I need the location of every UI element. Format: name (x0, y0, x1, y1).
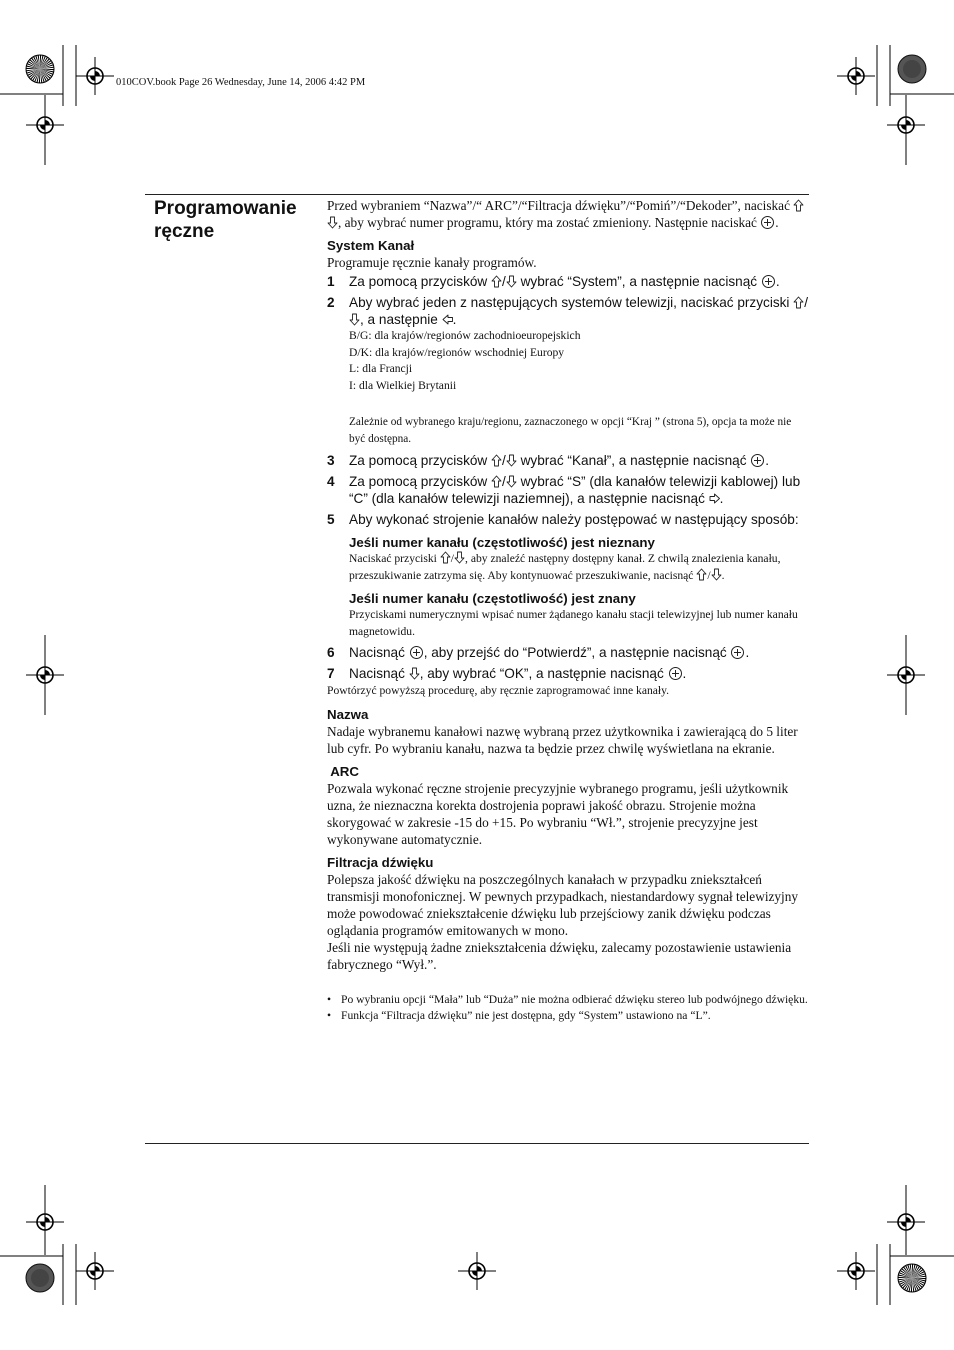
bullet: • (327, 992, 332, 1006)
tv-systems-list (327, 328, 809, 394)
step-text: Nacisnąć (349, 645, 409, 660)
step-number: 7 (327, 666, 335, 681)
registration-fill (40, 670, 50, 680)
down-arrow-icon (506, 275, 517, 288)
ok-button-icon (751, 454, 764, 467)
step-text: wybrać “System”, a następnie nacisnąć (516, 274, 761, 289)
note-text: Po wybraniu opcji “Mała” lub “Duża” nie można odbierać dźwięku stereo lub podwójnego dźwięku. (341, 992, 808, 1006)
unknown-text-2: , aby znaleźć następny dostępny kanał. Z chwilą znalezienia kanału, przeszukiwanie zatrzyma się. Aby kontynuować przeszukiwanie, nacisnąć (349, 552, 781, 582)
step-text: . (765, 453, 770, 468)
step-text: . (719, 491, 724, 506)
step-text: . (682, 666, 687, 681)
step-text: wybrać “Kanał”, a następnie nacisnąć (516, 453, 751, 468)
down-arrow-icon (349, 313, 360, 326)
filtracja-text-1: Polepsza jakość dźwięku na poszczególnych kanałach w przypadku zniekształceń transmisji monofonicznej. W pewnych przypadkach, niestandardowy sygnał telewizyjny może powodować zniekształcenie dźwięku lub przejściowy zanik dźwięku podczas oglądania programów emitowanych w mono. (327, 871, 799, 938)
notes-list (327, 992, 809, 1024)
gray-target-inner (903, 60, 921, 78)
registration-fill (40, 1217, 50, 1227)
intro-paragraph (327, 197, 809, 231)
arc-heading: ARC (327, 763, 360, 779)
registration-fill (472, 1266, 482, 1276)
main-content (327, 197, 809, 1024)
slash: / (804, 295, 809, 310)
system-heading: System Kanał (327, 238, 415, 253)
ok-button-icon (731, 646, 744, 659)
slash: / (707, 568, 711, 582)
registration-fill (901, 1217, 911, 1227)
step-number: 6 (327, 645, 335, 660)
intro-text-1: Przed wybraniem “Nazwa”/“ ARC”/“Filtracja dźwięku”/“Pomiń”/“Dekoder”, naciskać (327, 198, 794, 213)
registration-fill (851, 1266, 861, 1276)
registration-fill (901, 120, 911, 130)
unknown-channel-text (349, 551, 809, 584)
up-arrow-icon (696, 568, 707, 581)
down-arrow-icon (506, 475, 517, 488)
registration-fill (851, 71, 861, 81)
ok-button-icon (669, 667, 682, 680)
section-title: Programowanie ręczne (154, 198, 297, 242)
step-number: 5 (327, 512, 335, 527)
up-arrow-icon (793, 199, 804, 212)
note-item (327, 1008, 809, 1024)
print-header: 010COV.book Page 26 Wednesday, June 14, 2006 4:42 PM (116, 77, 366, 88)
step-number: 4 (327, 474, 335, 489)
registration-fill (901, 670, 911, 680)
right-arrow-icon (709, 492, 720, 505)
up-arrow-icon (491, 275, 502, 288)
note-text: Funkcja “Filtracja dźwięku” nie jest dostępna, gdy “System” ustawiono na “L”. (341, 1008, 711, 1022)
tv-system-item: I: dla Wielkiej Brytanii (349, 378, 457, 392)
step-number: 2 (327, 295, 335, 310)
ok-button-icon (762, 275, 775, 288)
step-number: 3 (327, 453, 335, 468)
top-rule (145, 194, 809, 195)
ok-button-icon (410, 646, 423, 659)
tv-system-item: D/K: dla krajów/regionów wschodniej Europy (349, 345, 565, 359)
system-desc: Programuje ręcznie kanały programów. (327, 255, 537, 270)
arc-text: Pozwala wykonać ręczne strojenie precyzyjnie wybranego programu, jeśli użytkownik uzna, że nieznaczna korekta dostrojenia poprawi jakość obrazu. Strojenie można skorygować w zakresie -15 do +15. Po wybraniu “Wł.”, strojenie precyzyjne jest wykonywane automatycznie. (327, 780, 789, 847)
step-text: , a następnie (360, 312, 442, 327)
availability-note: Zależnie od wybranego kraju/regionu, zaznaczonego w opcji “Kraj ” (strona 5), opcja ta może nie być dostępna. (349, 416, 792, 445)
intro-text-3: . (775, 215, 779, 230)
step-text: Za pomocą przycisków (349, 474, 492, 489)
registration-fill (40, 120, 50, 130)
step-5 (327, 511, 809, 528)
step-number: 1 (327, 274, 335, 289)
slash: / (450, 552, 455, 565)
up-arrow-icon (793, 296, 804, 309)
down-arrow-icon (711, 568, 722, 581)
repeat-note: Powtórzyć powyższą procedurę, aby ręcznie zaprogramować inne kanały. (327, 684, 670, 697)
slash: / (502, 474, 506, 489)
unknown-text-1: Naciskać przyciski (349, 552, 440, 565)
step-text: . (745, 645, 750, 660)
known-channel-block (327, 590, 809, 640)
registration-fill (90, 1266, 100, 1276)
step-7 (327, 665, 809, 682)
step-text: , aby wybrać “OK”, a następnie nacisnąć (419, 666, 668, 681)
step-2 (327, 294, 809, 328)
step-4 (327, 473, 809, 507)
tv-system-item: L: dla Francji (349, 362, 413, 375)
unknown-channel-heading: Jeśli numer kanału (częstotliwość) jest nieznany (349, 535, 655, 550)
registration-fill (90, 71, 100, 81)
tv-system-item: B/G: dla krajów/regionów zachodnioeuropejskich (349, 329, 581, 342)
slash: / (502, 453, 506, 468)
known-channel-text: Przyciskami numerycznymi wpisać numer żądanego kanału stacji telewizyjnej lub numer kanału magnetowidu. (349, 608, 798, 638)
nazwa-text: Nadaje wybranemu kanałowi nazwę wybraną przez użytkownika i zawierającą do 5 liter lub cyfr. Po wybraniu kanału, nazwa ta będzie przez chwilę wyświetlana na ekranie. (327, 723, 798, 756)
nazwa-heading: Nazwa (327, 706, 369, 722)
ok-button-icon (761, 216, 774, 229)
intro-text-2: , aby wybrać numer programu, który ma zostać zmieniony. Następnie naciskać (338, 215, 761, 230)
filtracja-text-2: Jeśli nie występują żadne zniekształcenia dźwięku, zalecamy pozostawienie ustawienia fabrycznego “Wył.”. (327, 939, 792, 972)
step-6 (327, 644, 809, 661)
down-arrow-icon (454, 551, 465, 564)
step-text: , aby przejść do “Potwierdź”, a następnie nacisnąć (423, 645, 731, 660)
step-text: wybrać “S” (dla kanałów telewizji kablowej) lub “C” (dla kanałów telewizji naziemnej), a następnie nacisnąć (349, 474, 801, 506)
up-arrow-icon (491, 454, 502, 467)
step-text: Za pomocą przycisków (349, 453, 492, 468)
step-3 (327, 452, 809, 469)
filtracja-heading: Filtracja dźwięku (327, 854, 434, 870)
down-arrow-icon (409, 667, 420, 680)
step-text: Nacisnąć (349, 666, 409, 681)
up-arrow-icon (440, 551, 451, 564)
note-item (327, 992, 809, 1008)
step-text: Za pomocą przycisków (349, 274, 492, 289)
slash: / (502, 274, 506, 289)
unknown-channel-block (327, 534, 809, 584)
known-channel-heading: Jeśli numer kanału (częstotliwość) jest znany (349, 591, 636, 606)
step-text: Aby wykonać strojenie kanałów należy postępować w następujący sposób: (349, 512, 799, 527)
up-arrow-icon (491, 475, 502, 488)
step-text: Aby wybrać jeden z następujących systemów telewizji, naciskać przyciski (349, 295, 794, 310)
down-arrow-icon (327, 216, 338, 229)
bottom-rule (145, 1143, 809, 1144)
down-arrow-icon (506, 454, 517, 467)
left-arrow-icon (442, 313, 453, 326)
unknown-text-3: . (721, 568, 725, 582)
step-text: . (775, 274, 780, 289)
step-1 (327, 273, 809, 290)
bullet: • (327, 1008, 332, 1022)
step-text: . (452, 312, 457, 327)
gray-target-inner (31, 1269, 49, 1287)
